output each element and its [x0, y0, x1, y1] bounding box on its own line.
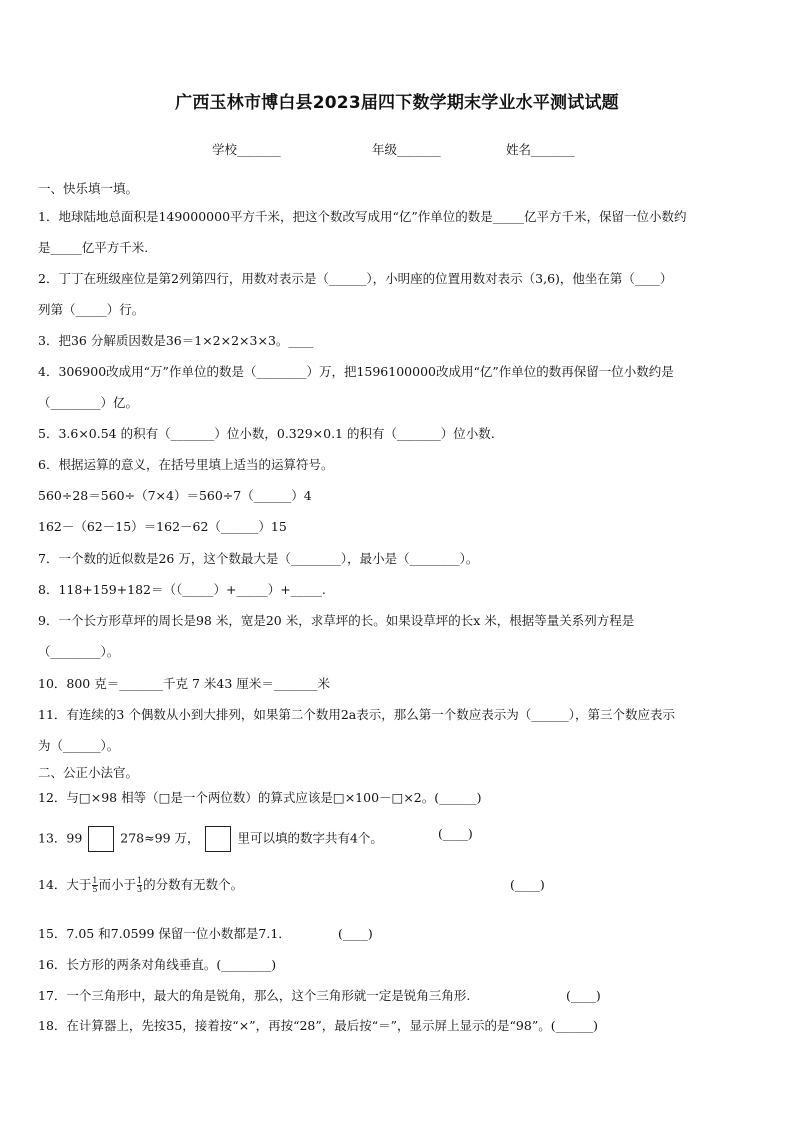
question-8: 8．118+159+182＝（（_____）+_____）+_____.: [38, 582, 326, 597]
question-16: 16．长方形的两条对角线垂直。(________): [38, 957, 277, 972]
question-13-suffix: 里可以填的数字共有4个。: [237, 830, 383, 846]
question-17-blank[interactable]: (____): [566, 988, 601, 1003]
question-6-equation-2: 162－（62－15）＝162－62（______）15: [38, 519, 287, 534]
question-9-line-2: （________）。: [38, 644, 120, 659]
question-13: [38, 826, 383, 852]
question-2-line-1: 2．丁丁在班级座位是第2列第四行，用数对表示是（______），小明座的位置用数对表示（3,6)，他坐在第（____）: [38, 271, 673, 286]
question-4-line-1: 4．306900改成用“万”作单位的数是（________）万，把1596100000改成用“亿”作单位的数再保留一位小数约是: [38, 364, 674, 379]
section-heading-2: 二、公正小法官。: [38, 765, 139, 780]
question-6: 6．根据运算的意义，在括号里填上适当的运算符号。: [38, 457, 334, 472]
question-14: [38, 877, 243, 894]
answer-box[interactable]: [205, 826, 231, 852]
question-12: 12．与□×98 相等（□是一个两位数）的算式应该是□×100－□×2。(______): [38, 790, 482, 805]
question-1-line-1: 1．地球陆地总面积是149000000平方千米，把这个数改写成用“亿”作单位的数是_____亿平方千米，保留一位小数约: [38, 209, 687, 224]
fraction-one-third: $\frac{1}{3}$: [137, 876, 143, 894]
question-14-blank[interactable]: (____): [510, 877, 545, 892]
question-11-line-1: 11．有连续的3 个偶数从小到大排列，如果第二个数用2a表示，那么第一个数应表示为（______），第三个数应表示: [38, 707, 675, 722]
question-13-middle: 278≈99 万，: [120, 830, 200, 846]
question-13-prefix: 13．99: [38, 830, 83, 846]
page-title: 广西玉林市博白县2023届四下数学期末学业水平测试试题: [175, 93, 619, 113]
answer-box[interactable]: [88, 826, 114, 852]
question-6-equation-1: 560÷28＝560÷（7×4）＝560÷7（______）4: [38, 488, 312, 503]
school-field: 学校_______: [212, 142, 281, 157]
name-field: 姓名_______: [506, 142, 575, 157]
question-14-prefix: 14．大于: [38, 877, 92, 892]
question-11-line-2: 为（______）。: [38, 738, 120, 753]
question-14-suffix: 的分数有无数个。: [143, 877, 244, 892]
question-9-line-1: 9．一个长方形草坪的周长是98 米，宽是20 米，求草坪的长。如果设草坪的长x 米，根据等量关系列方程是: [38, 613, 635, 628]
grade-field: 年级_______: [372, 142, 441, 157]
question-1-line-2: 是_____亿平方千米.: [38, 240, 149, 255]
question-15: 15．7.05 和7.0599 保留一位小数都是7.1．: [38, 926, 291, 941]
question-4-line-2: （________）亿。: [38, 395, 139, 410]
question-5: 5．3.6×0.54 的积有（_______）位小数，0.329×0.1 的积有（_______）位小数.: [38, 426, 495, 441]
question-17: 17．一个三角形中，最大的角是锐角，那么，这个三角形就一定是锐角三角形.: [38, 988, 471, 1003]
fraction-one-fifth: $\frac{1}{5}$: [92, 876, 98, 894]
question-15-blank[interactable]: (____): [338, 926, 373, 941]
question-2-line-2: 列第（_____）行。: [38, 302, 145, 317]
question-3: 3．把36 分解质因数是36＝1×2×2×3×3。____: [38, 333, 314, 348]
question-14-middle: 而小于: [98, 877, 137, 892]
question-18: 18．在计算器上，先按35，接着按“×”，再按“28”，最后按“＝”，显示屏上显示的是“98”。(______): [38, 1018, 598, 1033]
question-10: 10．800 克＝_______千克 7 米43 厘米＝_______米: [38, 676, 331, 691]
question-7: 7．一个数的近似数是26 万，这个数最大是（________），最小是（________）。: [38, 551, 479, 566]
question-13-blank[interactable]: (____): [438, 826, 473, 841]
section-heading-1: 一、快乐填一填。: [38, 181, 139, 196]
